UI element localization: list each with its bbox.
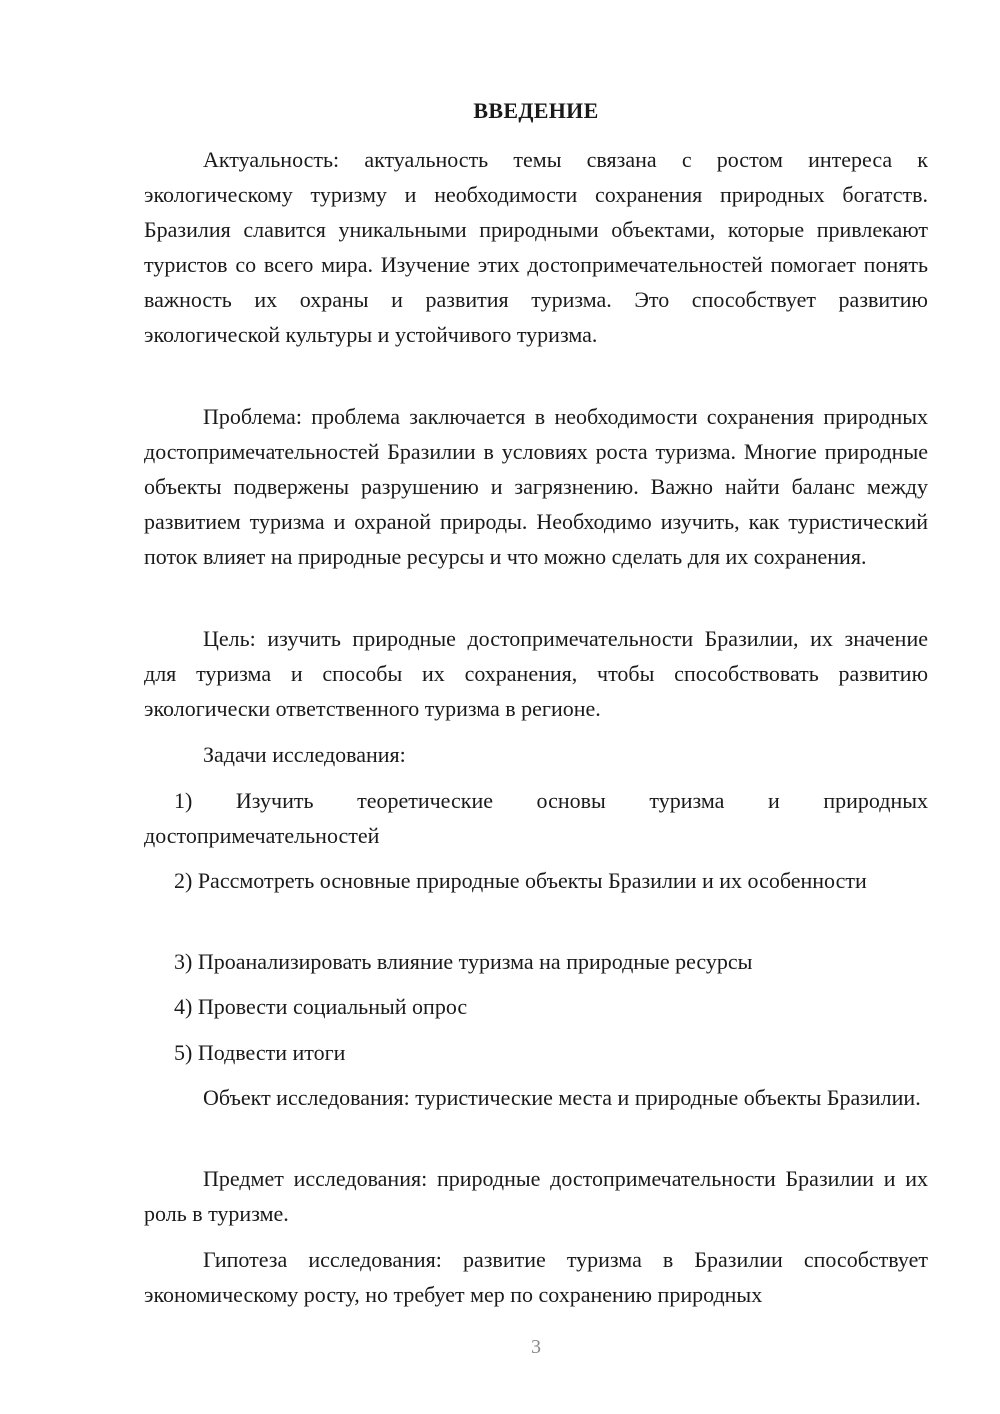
task-item-4: 4) Провести социальный опрос (174, 994, 468, 1019)
page-number: 3 (531, 1336, 541, 1358)
object-paragraph: Объект исследования: туристические места и природные объекты Бразилии. (203, 1085, 921, 1110)
subject-paragraph: Предмет исследования: природные достопримечательности Бразилии и их роль в туризме. (144, 1166, 928, 1226)
task-item-3: 3) Проанализировать влияние туризма на природные ресурсы (174, 949, 753, 974)
relevance-paragraph: Актуальность: актуальность темы связана с ростом интереса к экологическому туризму и необходимости сохранения природных богатств. Бразилия славится уникальными природными объектами, которые привлекают туристов со всего мира. Изучение этих достопримечательностей помогает понять важность их охраны и развития туризма. Это способствует развитию экологической культуры и устойчивого туризма. (144, 147, 928, 347)
goal-paragraph: Цель: изучить природные достопримечательности Бразилии, их значение для туризма и способы их сохранения, чтобы способствовать развитию экологически ответственного туризма в регионе. (144, 626, 928, 721)
task-item-5: 5) Подвести итоги (174, 1040, 346, 1065)
problem-paragraph: Проблема: проблема заключается в необходимости сохранения природных достопримечательностей Бразилии в условиях роста туризма. Многие природные объекты подвержены разрушению и загрязнению. Важно найти баланс между развитием туризма и охраной природы. Необходимо изучить, как туристический поток влияет на природные ресурсы и что можно сделать для их сохранения. (144, 404, 928, 569)
task-item-2: 2) Рассмотреть основные природные объекты Бразилии и их особенности (174, 868, 867, 893)
tasks-heading: Задачи исследования: (203, 742, 406, 767)
document-page (144, 0, 928, 1414)
task-item-1: 1) Изучить теоретические основы туризма и природных достопримечательностей (144, 788, 928, 848)
section-heading: ВВЕДЕНИЕ (473, 98, 599, 123)
hypothesis-paragraph: Гипотеза исследования: развитие туризма в Бразилии способствует экономическому росту, но требует мер по сохранению природных (144, 1247, 928, 1307)
